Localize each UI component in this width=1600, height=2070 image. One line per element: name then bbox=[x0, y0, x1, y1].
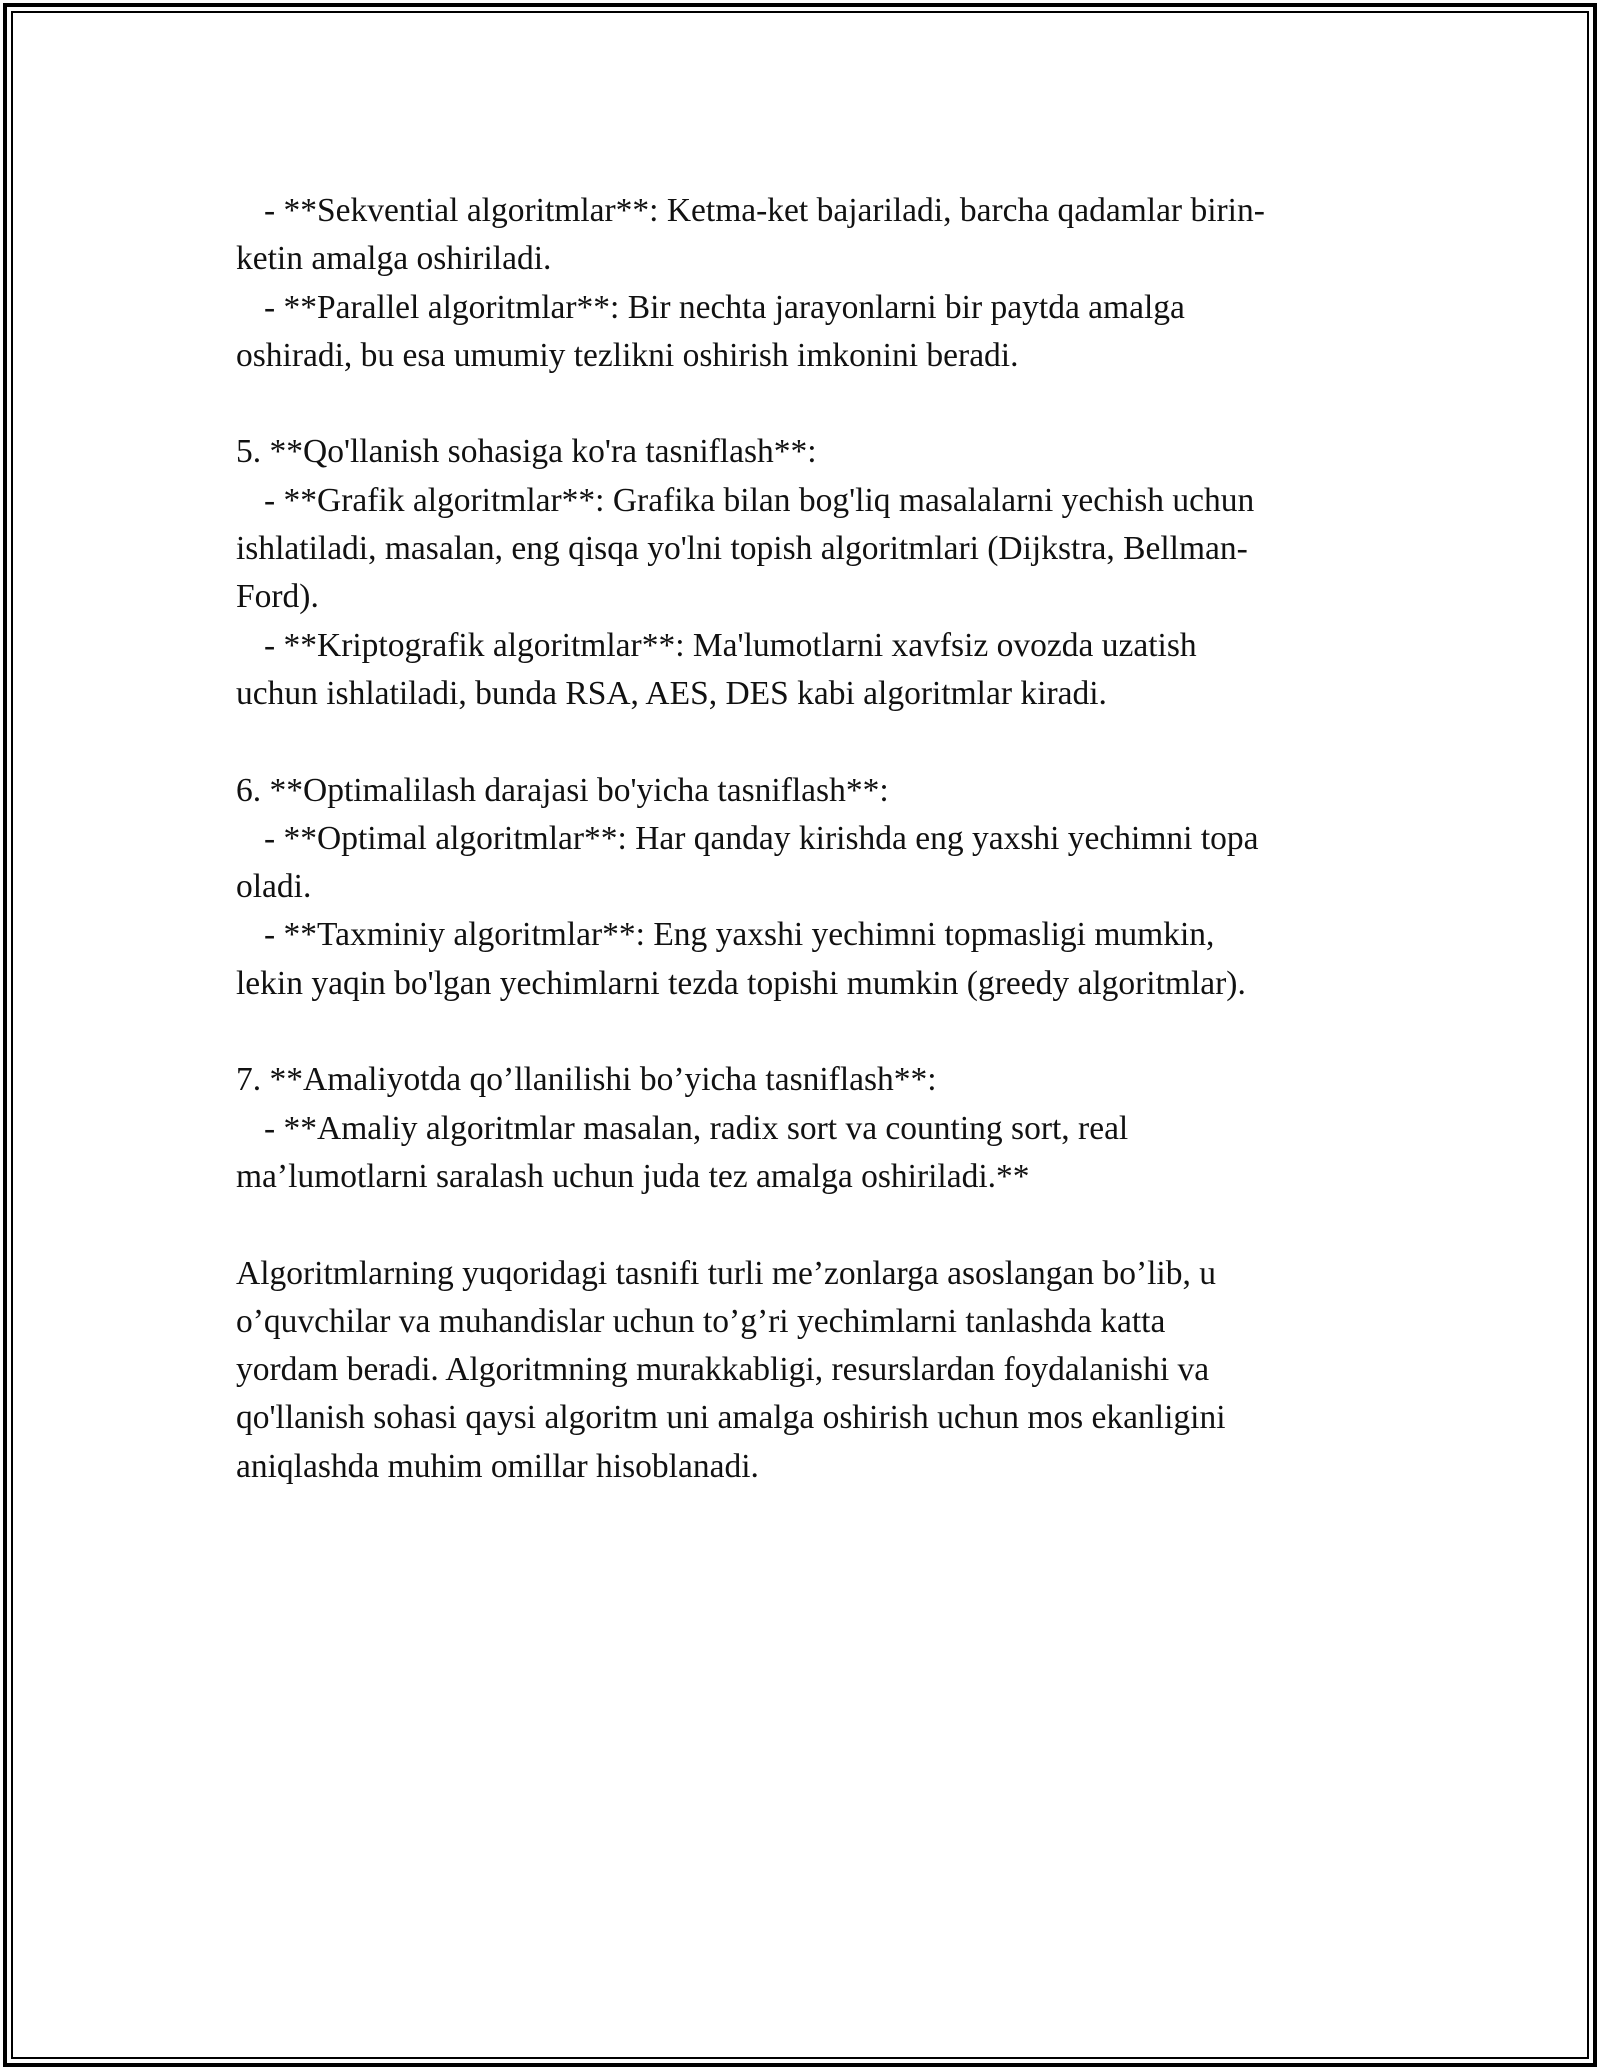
section-5 bbox=[236, 428, 1366, 718]
section-5-heading: 5. **Qo'llanish sohasiga ko'ra tasniflash**: bbox=[236, 433, 817, 471]
list-item-sequential-line1: - **Sekvential algoritmlar**: Ketma-ket bajariladi, barcha qadamlar birin- bbox=[264, 192, 1265, 229]
list-item-optimal-line2: oladi. bbox=[236, 868, 312, 906]
paragraph-spacer bbox=[236, 1201, 1366, 1249]
list-item-kriptografik-line1: - **Kriptografik algoritmlar**: Ma'lumotlarni xavfsiz ovozda uzatish bbox=[264, 626, 1197, 664]
list-item-amaliy-line1: - **Amaliy algoritmlar masalan, radix sort va counting sort, real bbox=[264, 1109, 1129, 1147]
list-item-amaliy-line2: ma’lumotlarni saralash uchun juda tez amalga oshiriladi.** bbox=[236, 1157, 1030, 1195]
list-item-grafik-line2: ishlatiladi, masalan, eng qisqa yo'lni topish algoritmlari (Dijkstra, Bellman- bbox=[236, 530, 1248, 568]
conclusion-line5: aniqlashda muhim omillar hisoblanadi. bbox=[236, 1447, 759, 1485]
paragraph-spacer bbox=[236, 380, 1366, 428]
list-item-kriptografik-line2: uchun ishlatiladi, bunda RSA, AES, DES kabi algoritmlar kiradi. bbox=[236, 674, 1107, 712]
list-block-sequential-parallel bbox=[236, 187, 1366, 380]
section-6-heading: 6. **Optimalilash darajasi bo'yicha tasniflash**: bbox=[236, 771, 889, 809]
section-7 bbox=[236, 1056, 1366, 1201]
paragraph-spacer bbox=[236, 718, 1366, 766]
list-item-parallel-line2: oshiradi, bu esa umumiy tezlikni oshirish imkonini beradi. bbox=[236, 336, 1019, 374]
conclusion-line1: Algoritmlarning yuqoridagi tasnifi turli me’zonlarga asoslangan bo’lib, u bbox=[236, 1254, 1216, 1292]
conclusion-paragraph bbox=[236, 1250, 1366, 1491]
conclusion-line3: yordam beradi. Algoritmning murakkabligi, resurslardan foydalanishi va bbox=[236, 1351, 1210, 1389]
list-item-taxminiy-line1: - **Taxminiy algoritmlar**: Eng yaxshi yechimni topmasligi mumkin, bbox=[264, 916, 1215, 954]
conclusion-line2: o’quvchilar va muhandislar uchun to’g’ri yechimlarni tanlashda katta bbox=[236, 1302, 1166, 1340]
section-7-heading: 7. **Amaliyotda qo’llanilishi bo’yicha tasniflash**: bbox=[236, 1061, 937, 1099]
list-item-grafik-line3: Ford). bbox=[236, 578, 319, 616]
list-item-grafik-line1: - **Grafik algoritmlar**: Grafika bilan bog'liq masalalarni yechish uchun bbox=[264, 481, 1255, 519]
list-item-parallel-line1: - **Parallel algoritmlar**: Bir nechta jarayonlarni bir paytda amalga bbox=[264, 288, 1185, 326]
list-item-optimal-line1: - **Optimal algoritmlar**: Har qanday kirishda eng yaxshi yechimni topa bbox=[264, 819, 1259, 857]
paragraph-spacer bbox=[236, 1008, 1366, 1056]
conclusion-line4: qo'llanish sohasi qaysi algoritm uni amalga oshirish uchun mos ekanligini bbox=[236, 1399, 1226, 1437]
document-body bbox=[236, 187, 1366, 1491]
list-item-sequential-line2: ketin amalga oshiriladi. bbox=[236, 240, 552, 278]
list-item-taxminiy-line2: lekin yaqin bo'lgan yechimlarni tezda topishi mumkin (greedy algoritmlar). bbox=[236, 964, 1246, 1002]
section-6 bbox=[236, 767, 1366, 1008]
